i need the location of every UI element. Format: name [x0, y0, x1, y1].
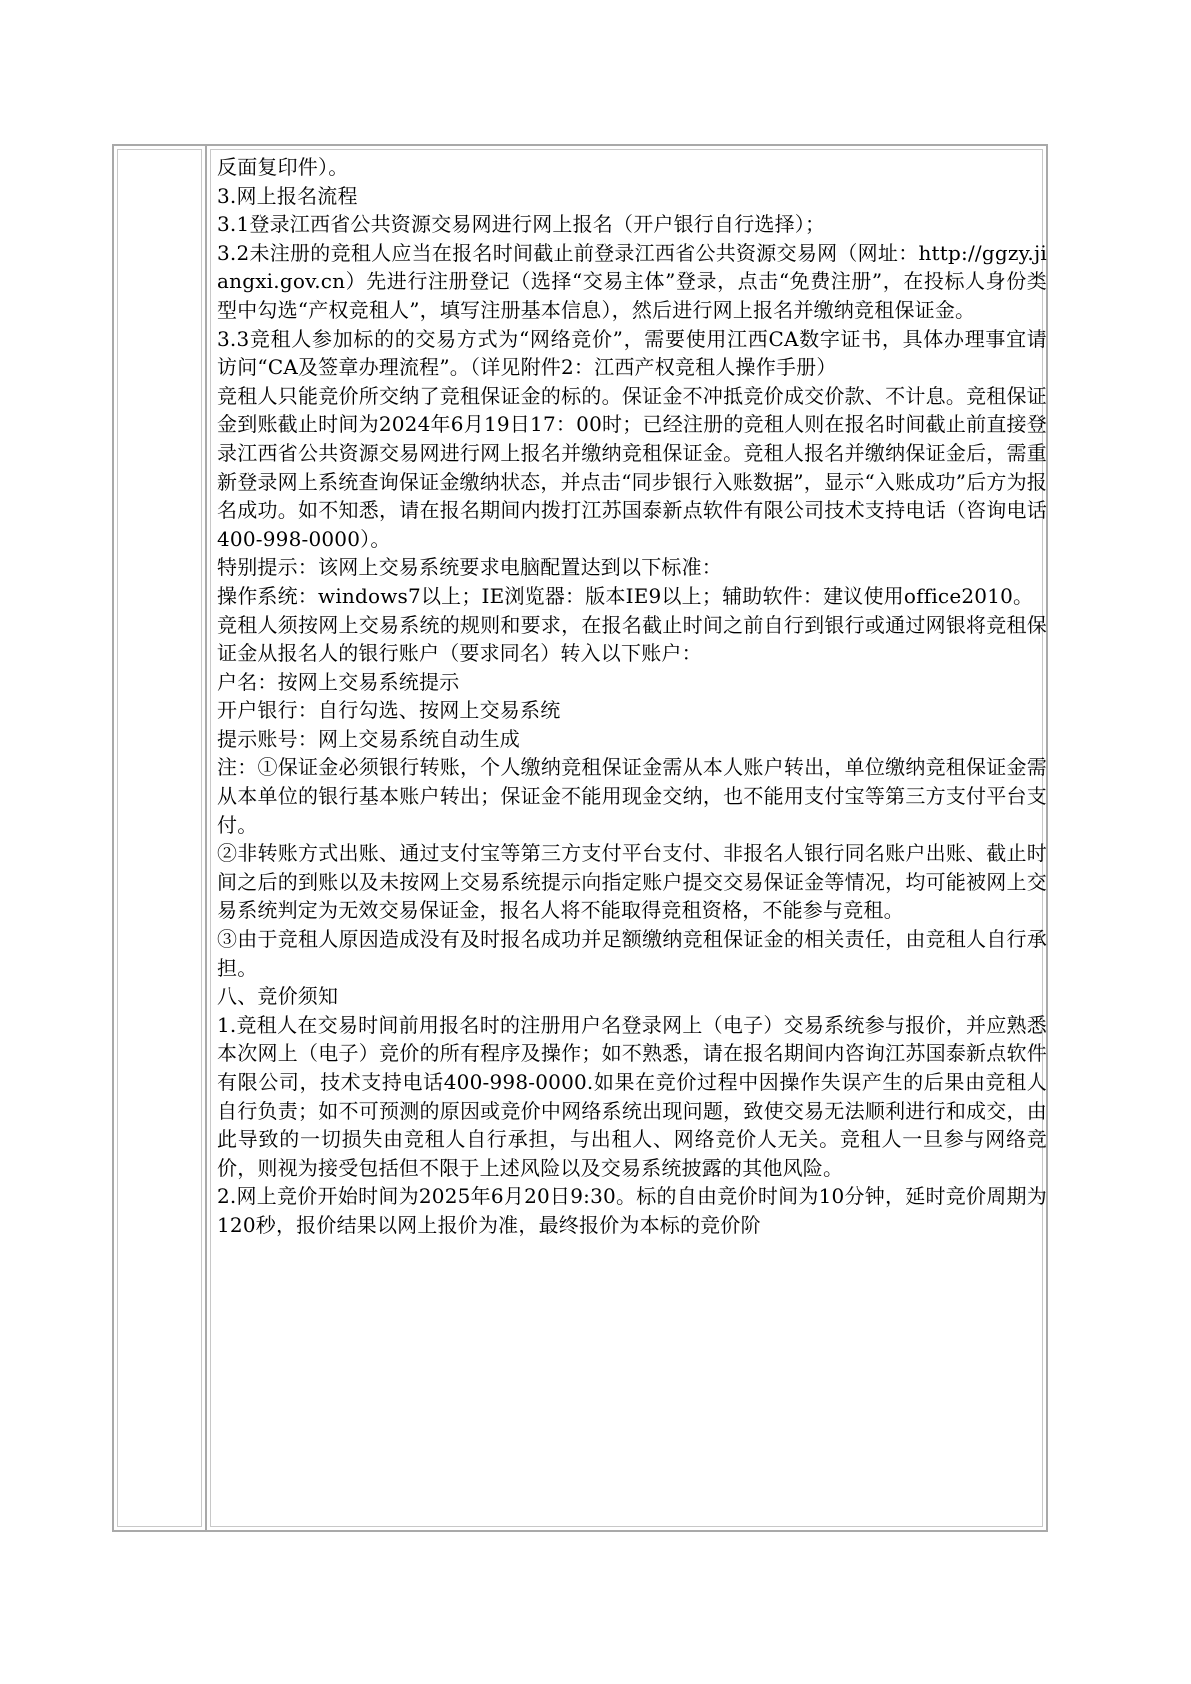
document-table — [112, 144, 1048, 1532]
table-label-cell — [114, 146, 207, 1530]
paragraph: ②非转账方式出账、通过支付宝等第三方支付平台支付、非报名人银行同名账户出账、截止时间之后的到账以及未按网上交易系统提示向指定账户提交交易保证金等情况，均可能被网上交易系统判定为无效交易保证金，报名人将不能取得竞租资格，不能参与竞租。 — [217, 841, 1047, 923]
paragraph: 2.网上竞价开始时间为2025年6月20日9:30。标的自由竞价时间为10分钟，延时竞价周期为120秒，报价结果以网上报价为准，最终报价为本标的竞价阶 — [217, 1184, 1047, 1237]
paragraph: 3.3竞租人参加标的的交易方式为“网络竞价”，需要使用江西CA数字证书，具体办理事宜请访问“CA及签章办理流程”。（详见附件2：江西产权竞租人操作手册） — [217, 326, 1047, 380]
paragraph: 3.1登录江西省公共资源交易网进行网上报名（开户银行自行选择）； — [217, 212, 826, 237]
paragraph: 提示账号：网上交易系统自动生成 — [217, 726, 520, 751]
paragraph: 注：①保证金必须银行转账，个人缴纳竞租保证金需从本人账户转出，单位缴纳竞租保证金需从本单位的银行基本账户转出；保证金不能用现金交纳，也不能用支付宝等第三方支付平台支付。 — [217, 755, 1047, 837]
paragraph: 户名：按网上交易系统提示 — [217, 669, 460, 694]
paragraph: 特别提示：该网上交易系统要求电脑配置达到以下标准： — [217, 555, 722, 580]
paragraph: ③由于竞租人原因造成没有及时报名成功并足额缴纳竞租保证金的相关责任，由竞租人自行承担。 — [217, 927, 1047, 980]
section-heading: 3.网上报名流程 — [217, 183, 358, 208]
paragraph: 反面复印件）。 — [217, 155, 349, 179]
paragraph: 3.2未注册的竞租人应当在报名时间截止前登录江西省公共资源交易网（网址：http://ggzy.jiangxi.gov.cn）先进行注册登记（选择“交易主体”登录，点击“免费注册”，在投标人身份类型中勾选“产权竞租人”，填写注册基本信息），然后进行网上报名并缴纳竞租保证金。 — [217, 240, 1047, 322]
table-content-cell — [207, 146, 1046, 1530]
table-label-cell-inner — [117, 149, 202, 1527]
paragraph: 竞租人只能竞价所交纳了竞租保证金的标的。保证金不冲抵竞价成交价款、不计息。竞租保证金到账截止时间为2024年6月19日17：00时；已经注册的竞租人则在报名时间截止前直接登录江西省公共资源交易网进行网上报名并缴纳竞租保证金。竞租人报名并缴纳保证金后，需重新登录网上系统查询保证金缴纳状态，并点击“同步银行入账数据”，显示“入账成功”后方为报名成功。如不知悉，请在报名期间内拨打江苏国泰新点软件有限公司技术支持电话（咨询电话400-998-0000）。 — [217, 383, 1047, 551]
paragraph: 操作系统：windows7以上；IE浏览器：版本IE9以上；辅助软件：建议使用office2010。 — [217, 583, 1034, 608]
paragraph: 开户银行：自行勾选、按网上交易系统 — [217, 698, 561, 723]
paragraph: 1.竞租人在交易时间前用报名时的注册用户名登录网上（电子）交易系统参与报价，并应熟悉本次网上（电子）竞价的所有程序及操作；如不熟悉，请在报名期间内咨询江苏国泰新点软件有限公司，技术支持电话400-998-0000.如果在竞价过程中因操作失误产生的后果由竞租人自行负责；如不可预测的原因或竞价中网络系统出现问题，致使交易无法顺利进行和成交，由此导致的一切损失由竞租人自行承担，与出租人、网络竞价人无关。竞租人一旦参与网络竞价，则视为接受包括但不限于上述风险以及交易系统披露的其他风险。 — [217, 1012, 1047, 1180]
section-heading: 八、竞价须知 — [217, 984, 339, 1009]
paragraph: 竞租人须按网上交易系统的规则和要求，在报名截止时间之前自行到银行或通过网银将竞租保证金从报名人的银行账户（要求同名）转入以下账户： — [217, 612, 1047, 666]
document-body — [217, 153, 1047, 1240]
